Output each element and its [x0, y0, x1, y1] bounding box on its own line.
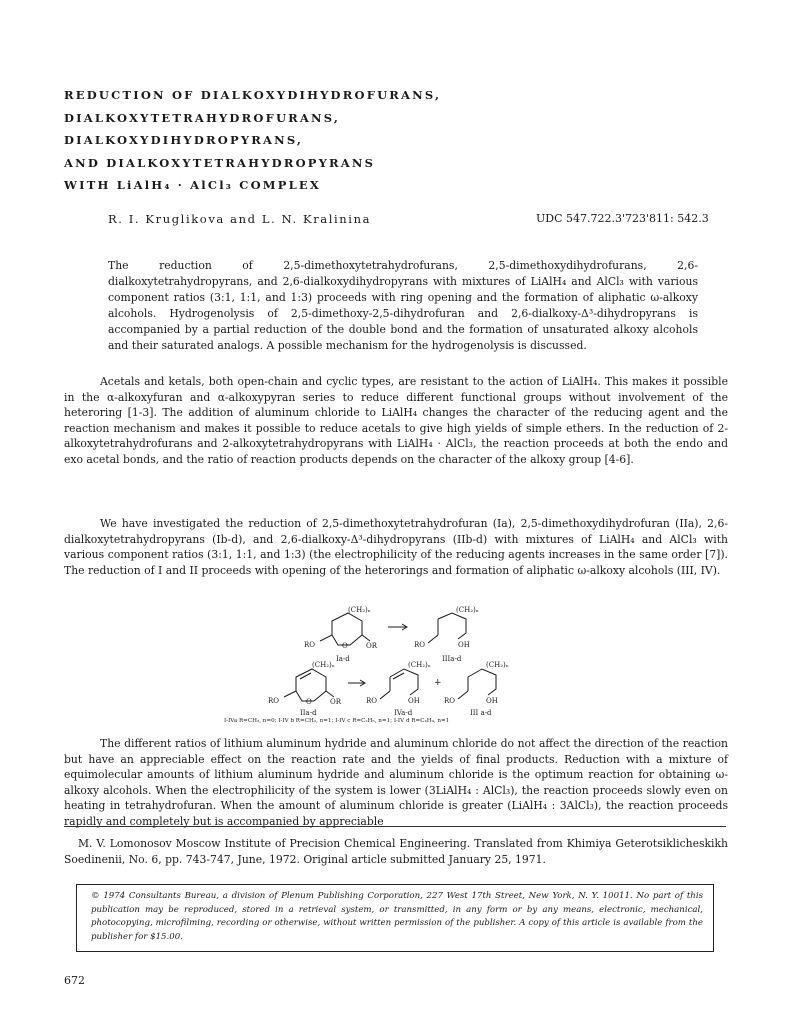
compound-legend: I-IVa R=CH₃, n=0; I-IV b R=CH₃, n=1; I-IV c R=C₂H₅, n=1; I-IV d R=C₄H₉, n=1: [224, 718, 450, 723]
authors: R. I. Kruglikova and L. N. Kralinina: [108, 212, 372, 226]
group-label: RO: [414, 641, 426, 649]
group-label: OR: [330, 698, 342, 706]
abstract: [108, 258, 698, 355]
title-line: DIALKOXYTETRAHYDROFURANS,: [64, 110, 341, 125]
plus-sign: +: [434, 678, 442, 688]
copyright-text: © 1974 Consultants Bureau, a division of Plenum Publishing Corporation, 227 West 17th Street, New York, N. Y. 10011. No part of this publication may be reproduced, stored in a retrieval system, or transmitted, in any form or by any means, electronic, mechanical, photocopying, microfilming, recording or otherwise, without written permission of the publisher. A copy of this article is available from the publisher for $15.00.: [91, 891, 703, 942]
group-label: RO: [304, 641, 316, 649]
affiliation-note: [64, 836, 728, 867]
group-label: OH: [408, 697, 420, 705]
reaction-scheme-drawing: [220, 605, 580, 723]
page-number: 672: [64, 974, 85, 987]
group-label: RO: [268, 697, 280, 705]
ring-structure: [332, 613, 362, 645]
title-line: WITH LiAlH₄ · AlCl₃ COMPLEX: [64, 178, 321, 192]
article-title: [64, 84, 624, 197]
compound-label: IVa-d: [394, 709, 413, 717]
group-label: O: [306, 698, 312, 706]
copyright-box: [76, 884, 714, 952]
group-label: OR: [366, 642, 378, 650]
group-label: OH: [458, 641, 470, 649]
paragraph-text: Acetals and ketals, both open-chain and cyclic types, are resistant to the action of LiAlH₄. This makes it possible in the α-alkoxyfuran and α-alkoxypyran series to reduce different functional groups without involvement of the heteroring [1-3]. The addition of aluminum chloride to LiAlH₄ changes the character of the reducing agent and the reaction mechanism and makes it possible to reduce acetals to give high yields of simple ethers. In the reduction of 2-alkoxytetrahydrofurans and 2-alkoxytetrahydropyrans with LiAlH₄ · AlCl₃, the reaction proceeds at both the endo and exo acetal bonds, and the ratio of reaction products depends on the character of the alkoxy group [4-6].: [64, 375, 728, 466]
group-label: RO: [366, 697, 378, 705]
group-label: (CH₂)ₙ: [312, 661, 335, 669]
group-label: (CH₂)ₙ: [348, 606, 371, 614]
compound-label: III a-d: [470, 709, 492, 717]
title-line: REDUCTION OF DIALKOXYDIHYDROFURANS,: [64, 88, 442, 102]
abstract-text: The reduction of 2,5-dimethoxytetrahydrofurans, 2,5-dimethoxydihydrofurans, 2,6-dialkoxytetrahydropyrans, and 2,6-dialkoxydihydropyrans with mixtures of LiAlH₄ and AlCl₃ with various component ratios (3:1, 1:1, and 1:3) proceeds with ring opening and the formation of aliphatic ω-alkoxy alcohols. Hydrogenolysis of 2,5-dimethoxy-2,5-dihydrofuran and 2,6-dialkoxy-Δ³-dihydropyrans is accompanied by a partial reduction of the double bond and the formation of unsaturated alkoxy alcohols and their saturated analogs. A possible mechanism for the hydrogenolysis is discussed.: [108, 259, 698, 353]
body-paragraph: [64, 516, 728, 578]
compound-label: IIa-d: [300, 709, 317, 717]
body-paragraph: [64, 736, 728, 830]
group-label: (CH₂)ₙ: [456, 606, 479, 614]
group-label: O: [342, 642, 348, 650]
udc-code: UDC 547.722.3'723'811: 542.3: [536, 212, 709, 225]
compound-label: IIIa-d: [442, 655, 462, 663]
group-label: (CH₂)ₙ: [486, 661, 509, 669]
footnote-divider: [64, 826, 726, 827]
group-label: OH: [486, 697, 498, 705]
affiliation-text: M. V. Lomonosov Moscow Institute of Precision Chemical Engineering. Translated from Khimiya Geterotsiklicheskikh Soedinenii, No. 6, pp. 743-747, June, 1972. Original article submitted January 25, 1971.: [64, 837, 728, 866]
paragraph-text: The different ratios of lithium aluminum hydride and aluminum chloride do not affect the direction of the reaction but have an appreciable effect on the reaction rate and the yields of final products. Reduction with a mixture of equimolecular amounts of lithium aluminum hydride and aluminum chloride is the optimum reaction for obtaining ω-alkoxy alcohols. When the electrophilicity of the system is lower (3LiAlH₄ : AlCl₃), the reaction proceeds slowly even on heating in tetrahydrofuran. When the amount of aluminum chloride is greater (LiAlH₄ : 3AlCl₃), the reaction proceeds rapidly and completely but is accompanied by appreciable: [64, 737, 728, 828]
title-line: DIALKOXYDIHYDROPYRANS,: [64, 133, 304, 147]
group-label: RO: [444, 697, 456, 705]
compound-label: Ia-d: [336, 655, 350, 663]
reaction-scheme: [220, 605, 580, 723]
group-label: (CH₂)ₙ: [408, 661, 431, 669]
paragraph-text: We have investigated the reduction of 2,5-dimethoxytetrahydrofuran (Ia), 2,5-dimethoxydihydrofuran (IIa), 2,6-dialkoxytetrahydropyrans (Ib-d), and 2,6-dialkoxy-Δ³-dihydropyrans (IIb-d) with mixtures of LiAlH₄ and AlCl₃ with various component ratios (3:1, 1:1, and 1:3) (the electrophilicity of the reducing agents increases in the same order [7]). The reduction of I and II proceeds with opening of the heterorings and formation of aliphatic ω-alkoxy alcohols (III, IV).: [64, 517, 728, 577]
title-line: AND DIALKOXYTETRAHYDROPYRANS: [64, 155, 376, 170]
body-paragraph: [64, 374, 728, 468]
